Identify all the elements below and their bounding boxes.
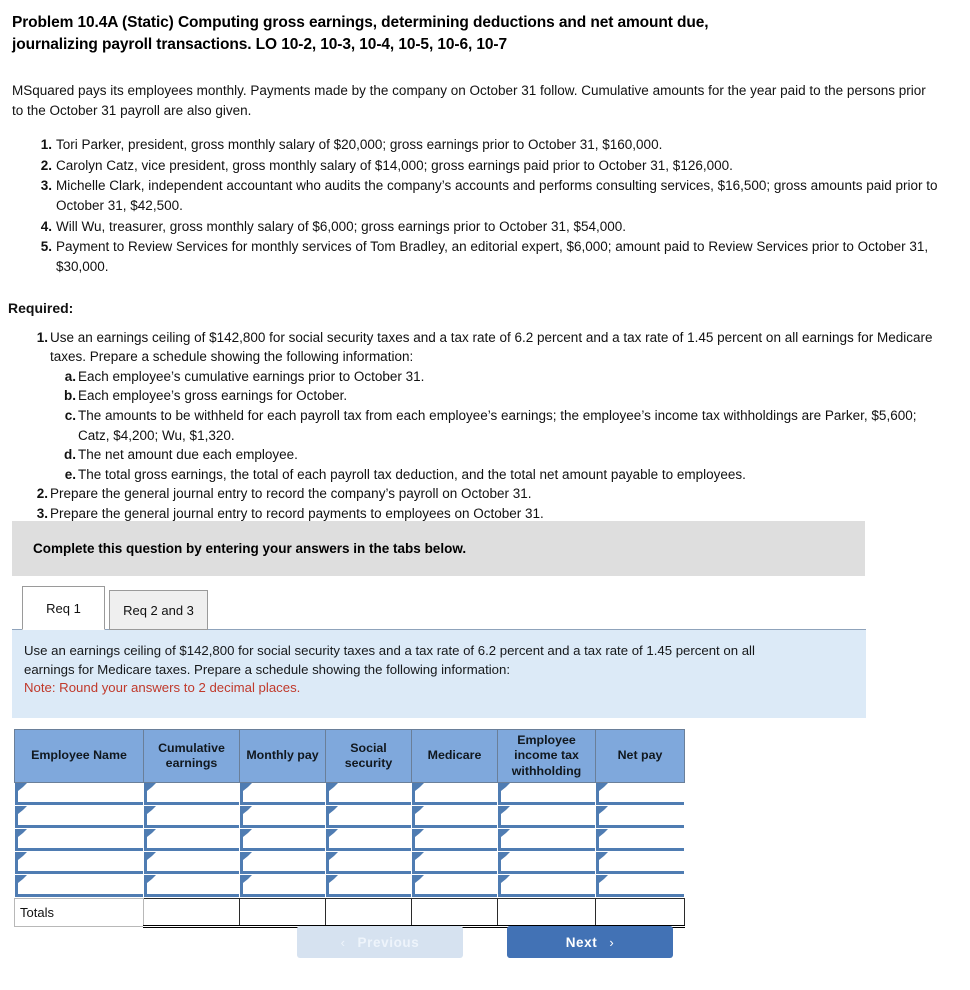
input-field[interactable] [15, 875, 143, 897]
input-field[interactable] [240, 875, 325, 897]
required-item-1 [36, 328, 946, 485]
list-item: The total gross earnings, the total of each payroll tax deduction, and the total net amount payable to employees. [78, 466, 746, 482]
tab-req-2-and-3-label: Req 2 and 3 [123, 602, 194, 618]
cell-net-pay[interactable] [596, 852, 685, 875]
list-item: Tori Parker, president, gross monthly salary of $20,000; gross earnings prior to October 31, $160,000. [56, 136, 663, 152]
list-item: Each employee’s cumulative earnings prior to October 31. [78, 368, 425, 384]
input-field[interactable] [240, 852, 325, 874]
table-row [15, 852, 685, 875]
cell-monthly-pay[interactable] [240, 875, 326, 899]
input-field[interactable] [326, 806, 411, 828]
input-field[interactable] [498, 852, 595, 874]
cell-cumulative-earnings[interactable] [144, 806, 240, 829]
cell-cumulative-earnings[interactable] [144, 829, 240, 852]
input-field[interactable] [596, 852, 684, 874]
cell-monthly-pay[interactable] [240, 829, 326, 852]
input-field[interactable] [412, 875, 497, 897]
cell-income-tax-withholding[interactable] [498, 875, 596, 899]
table-row [15, 806, 685, 829]
instruction-banner [12, 521, 865, 576]
cell-social-security[interactable] [326, 806, 412, 829]
problem-title [0, 0, 970, 57]
cell-employee-name[interactable] [15, 875, 144, 899]
info-box-line-1: Use an earnings ceiling of $142,800 for social security taxes and a tax rate of 6.2 percent and a tax rate of 1.45 percent on all [24, 643, 755, 658]
input-field[interactable] [412, 852, 497, 874]
cell-medicare[interactable] [412, 852, 498, 875]
problem-title-line1: Problem 10.4A (Static) Computing gross earnings, determining deductions and net amount due, [12, 14, 709, 31]
next-button[interactable] [507, 926, 673, 958]
list-item: Will Wu, treasurer, gross monthly salary of $6,000; gross earnings prior to October 31, $54,000. [56, 218, 627, 234]
required-item-2-number: 2. [36, 486, 48, 502]
input-field[interactable] [498, 875, 595, 897]
cell-monthly-pay[interactable] [240, 852, 326, 875]
input-field[interactable] [15, 829, 143, 851]
facts-list [0, 135, 970, 277]
cell-medicare[interactable] [412, 875, 498, 899]
required-item-3-text: Prepare the general journal entry to record payments to employees on October 31. [50, 505, 544, 521]
input-field[interactable] [144, 829, 239, 851]
cell-medicare[interactable] [412, 783, 498, 807]
table-body [15, 783, 685, 927]
table-row [15, 783, 685, 807]
column-header-social-security: Social security [326, 730, 412, 783]
table-header-row [15, 730, 685, 783]
previous-button-label: Previous [357, 934, 420, 950]
required-sublist [50, 367, 946, 484]
tab-req-2-and-3[interactable] [109, 590, 208, 630]
cell-cumulative-earnings[interactable] [144, 783, 240, 807]
required-heading: Required: [8, 299, 74, 316]
input-field[interactable] [412, 829, 497, 851]
navigation-bar [0, 926, 970, 958]
totals-monthly-pay [240, 899, 326, 927]
input-field[interactable] [498, 806, 595, 828]
input-field[interactable] [15, 852, 143, 874]
input-field[interactable] [498, 783, 595, 805]
input-field[interactable] [240, 829, 325, 851]
column-header-employee-name: Employee Name [15, 730, 144, 783]
required-item-3-number: 3. [36, 505, 48, 521]
next-button-label: Next [565, 934, 598, 950]
table-row-totals [15, 899, 685, 927]
required-item-1-number: 1. [36, 329, 48, 345]
input-field[interactable] [15, 806, 143, 828]
input-field[interactable] [326, 829, 411, 851]
totals-medicare [412, 899, 498, 927]
cell-income-tax-withholding[interactable] [498, 829, 596, 852]
input-field[interactable] [326, 783, 411, 805]
info-box-line-2: earnings for Medicare taxes. Prepare a schedule showing the following information: [24, 661, 511, 677]
intro-paragraph: MSquared pays its employees monthly. Payments made by the company on October 31 follow. Cumulative amounts for the year paid to the persons prior to the October 31 payroll are also given. [12, 82, 926, 118]
payroll-answer-table [14, 729, 685, 928]
input-field[interactable] [144, 783, 239, 805]
cell-social-security[interactable] [326, 829, 412, 852]
input-field[interactable] [596, 806, 684, 828]
tab-bar [22, 586, 208, 630]
input-field[interactable] [326, 875, 411, 897]
cell-medicare[interactable] [412, 806, 498, 829]
cell-net-pay[interactable] [596, 875, 685, 899]
totals-social-security [326, 899, 412, 927]
requirement-info-box [12, 630, 866, 718]
cell-income-tax-withholding[interactable] [498, 783, 596, 807]
cell-monthly-pay[interactable] [240, 806, 326, 829]
totals-label: Totals [15, 899, 144, 927]
table-row [15, 829, 685, 852]
list-item: The amounts to be withheld for each payroll tax from each employee’s earnings; the employee’s income tax withholdings are Parker, $5,600; Catz, $4,200; Wu, $1,320. [78, 408, 917, 443]
tab-req-1[interactable] [22, 586, 105, 630]
input-field[interactable] [596, 829, 684, 851]
cell-social-security[interactable] [326, 852, 412, 875]
input-field[interactable] [498, 829, 595, 851]
input-field[interactable] [240, 806, 325, 828]
required-item-2-text: Prepare the general journal entry to record the company’s payroll on October 31. [50, 486, 532, 502]
column-header-employee-income-tax-withholding: Employee income tax withholding [498, 730, 596, 783]
input-field[interactable] [240, 783, 325, 805]
required-item-1-text: Use an earnings ceiling of $142,800 for social security taxes and a tax rate of 6.2 percent and a tax rate of 1.45 percent on all earnings for Medicare taxes. Prepare a schedule showing the following information: [50, 329, 933, 365]
list-item: Each employee’s gross earnings for October. [78, 388, 348, 404]
previous-button[interactable] [297, 926, 463, 958]
cell-employee-name[interactable] [15, 806, 144, 829]
required-list [0, 328, 970, 524]
chevron-left-icon: ‹ [340, 934, 346, 950]
cell-cumulative-earnings[interactable] [144, 852, 240, 875]
required-item-2 [36, 484, 946, 504]
column-header-net-pay: Net pay [596, 730, 685, 783]
input-field[interactable] [15, 783, 143, 805]
problem-title-line2: journalizing payroll transactions. LO 10-2, 10-3, 10-4, 10-5, 10-6, 10-7 [12, 36, 508, 54]
info-box-note: Note: Round your answers to 2 decimal places. [24, 680, 301, 696]
totals-net-pay [596, 899, 685, 927]
cell-net-pay[interactable] [596, 829, 685, 852]
column-header-medicare: Medicare [412, 730, 498, 783]
list-item: The net amount due each employee. [78, 447, 298, 463]
cell-income-tax-withholding[interactable] [498, 806, 596, 829]
cell-net-pay[interactable] [596, 806, 685, 829]
tab-req-1-label: Req 1 [46, 600, 81, 616]
input-field[interactable] [144, 875, 239, 897]
cell-employee-name[interactable] [15, 852, 144, 875]
instruction-banner-text: Complete this question by entering your answers in the tabs below. [33, 541, 467, 556]
cell-employee-name[interactable] [15, 829, 144, 852]
cell-net-pay[interactable] [596, 783, 685, 807]
cell-employee-name[interactable] [15, 783, 144, 807]
cell-social-security[interactable] [326, 783, 412, 807]
table-row [15, 875, 685, 899]
column-header-monthly-pay: Monthly pay [240, 730, 326, 783]
cell-cumulative-earnings[interactable] [144, 875, 240, 899]
input-field[interactable] [596, 783, 684, 805]
list-item: Payment to Review Services for monthly services of Tom Bradley, an editorial expert, $6,000; amount paid to Review Services prior to October 31, $30,000. [56, 239, 929, 275]
cell-monthly-pay[interactable] [240, 783, 326, 807]
totals-cumulative-earnings [144, 899, 240, 927]
input-field[interactable] [144, 806, 239, 828]
cell-income-tax-withholding[interactable] [498, 852, 596, 875]
input-field[interactable] [412, 783, 497, 805]
input-field[interactable] [144, 852, 239, 874]
cell-medicare[interactable] [412, 829, 498, 852]
chevron-right-icon: › [609, 934, 615, 950]
input-field[interactable] [412, 806, 497, 828]
totals-income-tax-withholding [498, 899, 596, 927]
input-field[interactable] [326, 852, 411, 874]
input-field[interactable] [596, 875, 684, 897]
list-item: Carolyn Catz, vice president, gross monthly salary of $14,000; gross earnings paid prior to October 31, $126,000. [56, 157, 733, 173]
cell-social-security[interactable] [326, 875, 412, 899]
list-item: Michelle Clark, independent accountant who audits the company’s accounts and performs consulting services, $16,500; gross amounts paid prior to October 31, $42,500. [56, 178, 938, 213]
column-header-cumulative-earnings: Cumulative earnings [144, 730, 240, 783]
